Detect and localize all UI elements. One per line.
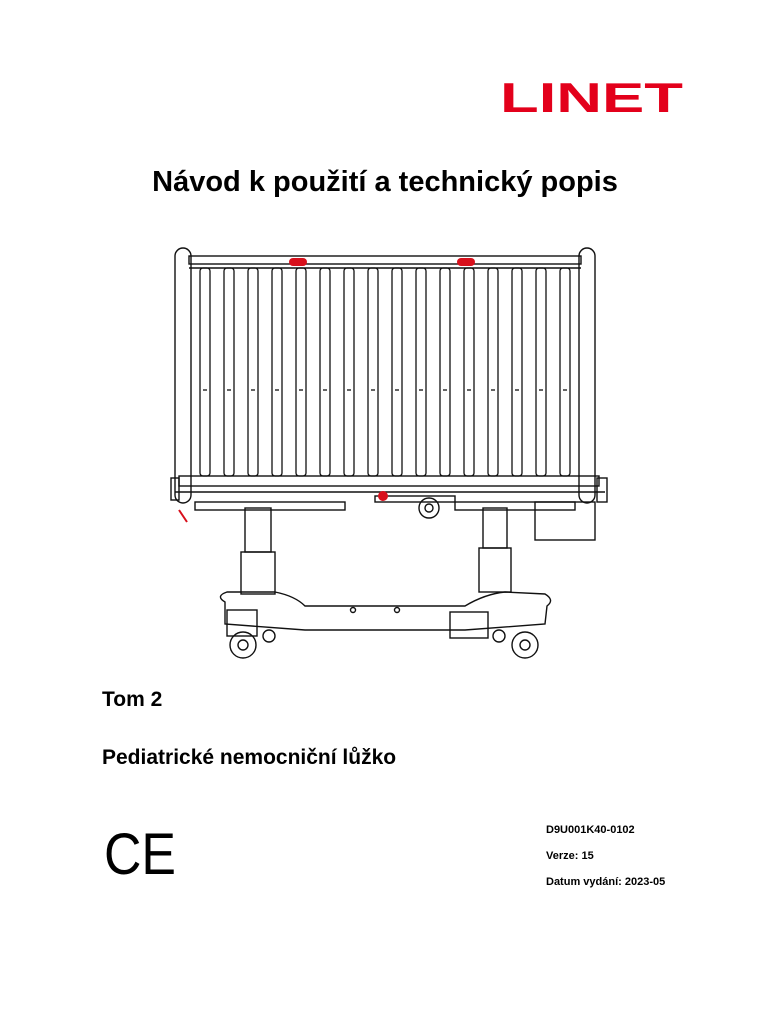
svg-text:LINET: LINET — [500, 74, 684, 121]
document-code: D9U001K40-0102 — [546, 824, 635, 836]
linet-logo — [500, 74, 685, 121]
side-rail-bars — [200, 268, 570, 476]
document-issue-date: Datum vydání: 2023-05 — [546, 876, 666, 888]
document-title: Návod k použití a technický popis — [152, 166, 618, 198]
ce-mark-icon — [104, 822, 176, 887]
document-subtitle: Pediatrické nemocniční lůžko — [102, 746, 397, 769]
document-version: Verze: 15 — [546, 850, 594, 862]
svg-text:CE: CE — [104, 822, 176, 887]
volume-label: Tom 2 — [102, 688, 163, 711]
document-metadata — [546, 823, 665, 901]
pediatric-bed-illustration-icon — [165, 240, 615, 670]
